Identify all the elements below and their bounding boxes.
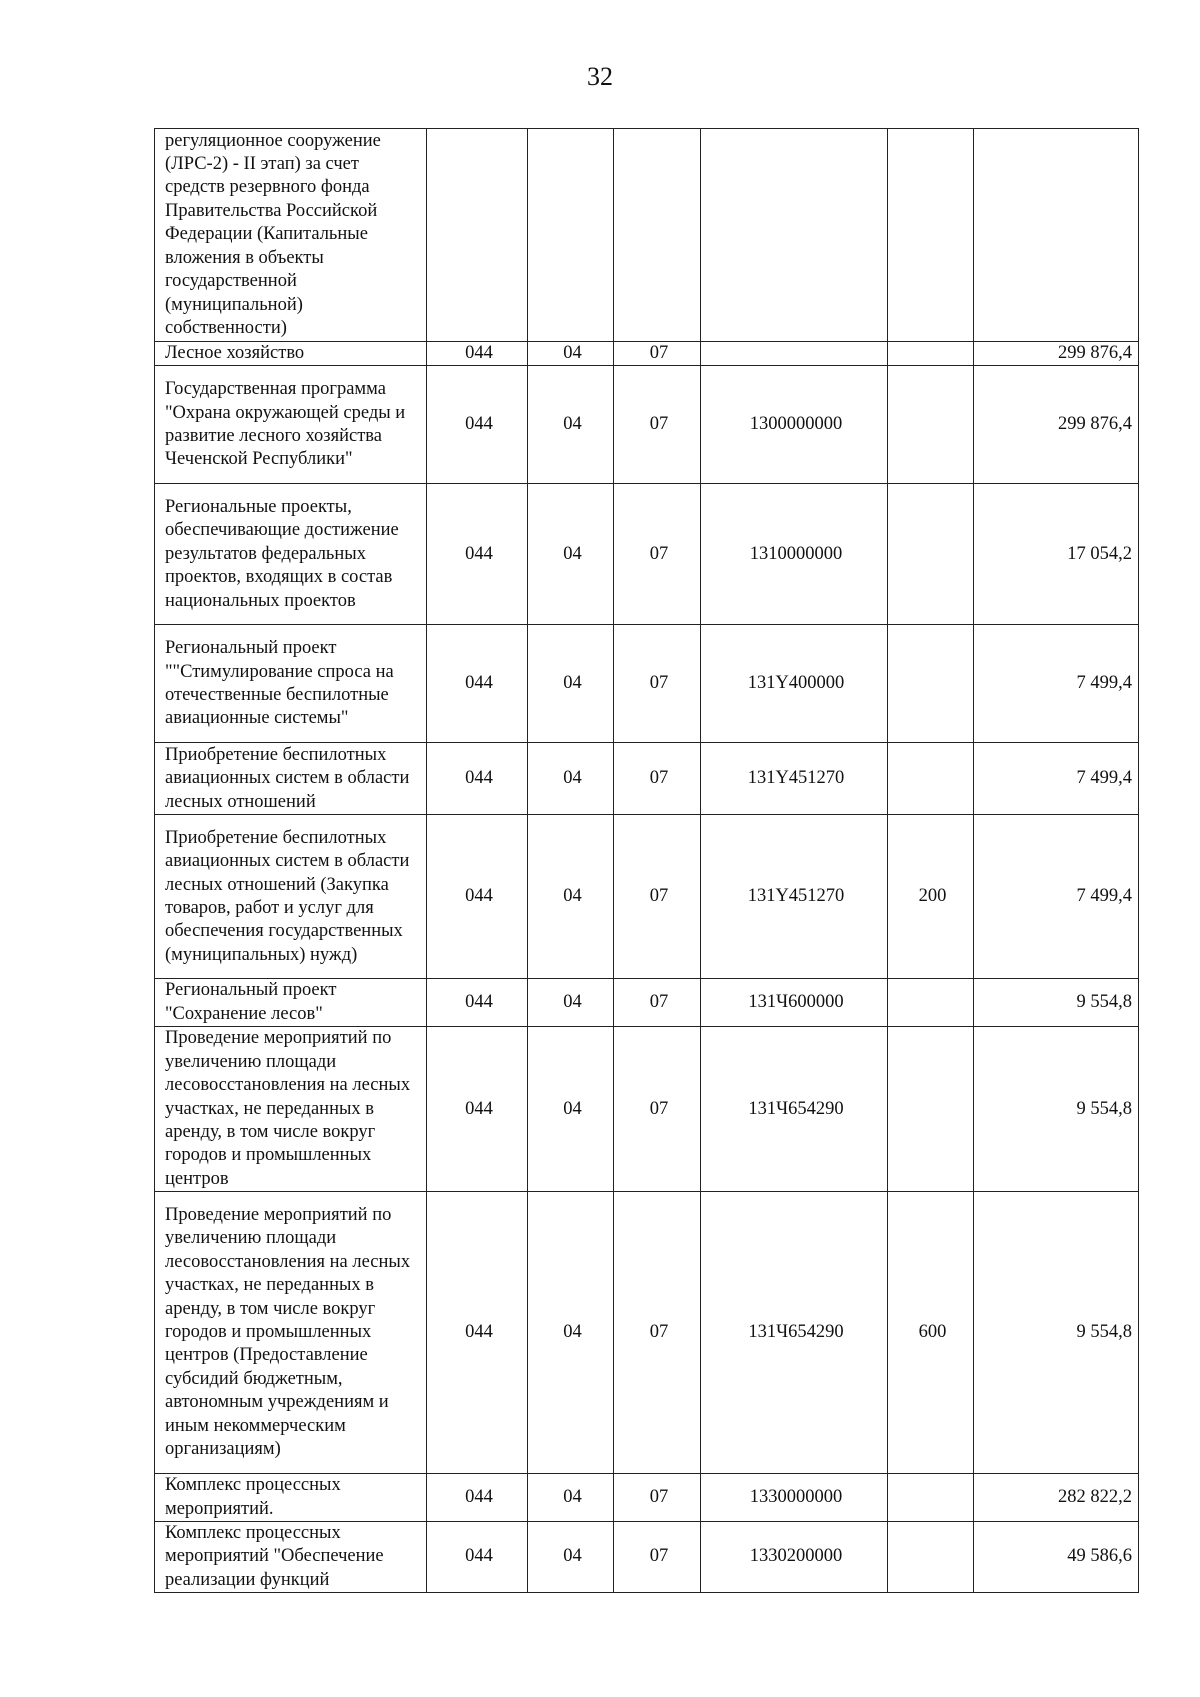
table-row bbox=[155, 815, 1139, 979]
ministry-code-cell: 044 bbox=[427, 1027, 528, 1192]
ministry-code-cell: 044 bbox=[427, 1192, 528, 1474]
table-row bbox=[155, 743, 1139, 815]
budget-table-body bbox=[155, 129, 1139, 1593]
ministry-code-cell: 044 bbox=[427, 743, 528, 815]
ministry-code-cell: 044 bbox=[427, 625, 528, 743]
table-row bbox=[155, 1474, 1139, 1522]
amount-cell: 7 499,4 bbox=[974, 625, 1139, 743]
section-code-cell: 04 bbox=[528, 1027, 614, 1192]
expense-type-cell bbox=[888, 743, 974, 815]
section-code-cell: 04 bbox=[528, 484, 614, 625]
section-code-cell: 04 bbox=[528, 625, 614, 743]
table-row bbox=[155, 366, 1139, 484]
section-code-cell: 04 bbox=[528, 1474, 614, 1522]
subsection-code-cell: 07 bbox=[614, 484, 701, 625]
amount-cell: 49 586,6 bbox=[974, 1522, 1139, 1593]
subsection-code-cell: 07 bbox=[614, 815, 701, 979]
table-row bbox=[155, 979, 1139, 1027]
row-name-cell: Государственная программа "Охрана окружающей среды и развитие лесного хозяйства Чеченской Республики" bbox=[155, 366, 427, 484]
subsection-code-cell: 07 bbox=[614, 366, 701, 484]
row-name-cell: Региональный проект "Сохранение лесов" bbox=[155, 979, 427, 1027]
subsection-code-cell: 07 bbox=[614, 625, 701, 743]
amount-cell bbox=[974, 129, 1139, 342]
target-article-cell: 131Y451270 bbox=[701, 743, 888, 815]
ministry-code-cell: 044 bbox=[427, 815, 528, 979]
row-name-cell: Региональный проект ""Стимулирование спроса на отечественные беспилотные авиационные системы" bbox=[155, 625, 427, 743]
section-code-cell: 04 bbox=[528, 743, 614, 815]
expense-type-cell bbox=[888, 625, 974, 743]
subsection-code-cell: 07 bbox=[614, 342, 701, 366]
subsection-code-cell: 07 bbox=[614, 1192, 701, 1474]
row-name-cell: регуляционное сооружение (ЛРС-2) - II этап) за счет средств резервного фонда Правительства Российской Федерации (Капитальные вложения в объекты государственной (муниципальной) собственности) bbox=[155, 129, 427, 342]
expense-type-cell bbox=[888, 1027, 974, 1192]
row-name-cell: Региональные проекты, обеспечивающие достижение результатов федеральных проектов, входящих в состав национальных проектов bbox=[155, 484, 427, 625]
section-code-cell: 04 bbox=[528, 366, 614, 484]
target-article-cell bbox=[701, 342, 888, 366]
expense-type-cell: 600 bbox=[888, 1192, 974, 1474]
target-article-cell: 131Ч654290 bbox=[701, 1192, 888, 1474]
amount-cell: 282 822,2 bbox=[974, 1474, 1139, 1522]
target-article-cell: 131Ч654290 bbox=[701, 1027, 888, 1192]
target-article-cell: 131Y451270 bbox=[701, 815, 888, 979]
table-row bbox=[155, 129, 1139, 342]
section-code-cell: 04 bbox=[528, 815, 614, 979]
table-row bbox=[155, 342, 1139, 366]
amount-cell: 299 876,4 bbox=[974, 342, 1139, 366]
subsection-code-cell: 07 bbox=[614, 1027, 701, 1192]
expense-type-cell bbox=[888, 366, 974, 484]
expense-type-cell bbox=[888, 979, 974, 1027]
section-code-cell bbox=[528, 129, 614, 342]
expense-type-cell bbox=[888, 1522, 974, 1593]
target-article-cell: 131Ч600000 bbox=[701, 979, 888, 1027]
row-name-cell: Комплекс процессных мероприятий "Обеспечение реализации функций bbox=[155, 1522, 427, 1593]
subsection-code-cell: 07 bbox=[614, 979, 701, 1027]
amount-cell: 7 499,4 bbox=[974, 743, 1139, 815]
section-code-cell: 04 bbox=[528, 342, 614, 366]
subsection-code-cell: 07 bbox=[614, 1522, 701, 1593]
subsection-code-cell: 07 bbox=[614, 743, 701, 815]
table-row bbox=[155, 625, 1139, 743]
row-name-cell: Приобретение беспилотных авиационных систем в области лесных отношений bbox=[155, 743, 427, 815]
ministry-code-cell: 044 bbox=[427, 366, 528, 484]
ministry-code-cell: 044 bbox=[427, 1522, 528, 1593]
ministry-code-cell: 044 bbox=[427, 979, 528, 1027]
section-code-cell: 04 bbox=[528, 979, 614, 1027]
subsection-code-cell bbox=[614, 129, 701, 342]
page-number: 32 bbox=[587, 62, 613, 91]
target-article-cell: 1310000000 bbox=[701, 484, 888, 625]
amount-cell: 17 054,2 bbox=[974, 484, 1139, 625]
table-row bbox=[155, 1522, 1139, 1593]
amount-cell: 7 499,4 bbox=[974, 815, 1139, 979]
row-name-cell: Комплекс процессных мероприятий. bbox=[155, 1474, 427, 1522]
budget-table bbox=[154, 128, 1139, 1593]
subsection-code-cell: 07 bbox=[614, 1474, 701, 1522]
expense-type-cell bbox=[888, 342, 974, 366]
amount-cell: 299 876,4 bbox=[974, 366, 1139, 484]
ministry-code-cell: 044 bbox=[427, 484, 528, 625]
row-name-cell: Проведение мероприятий по увеличению площади лесовосстановления на лесных участках, не переданных в аренду, в том числе вокруг городов и промышленных центров (Предоставление субсидий бюджетным, автономным учреждениям и иным некоммерческим организациям) bbox=[155, 1192, 427, 1474]
amount-cell: 9 554,8 bbox=[974, 1027, 1139, 1192]
section-code-cell: 04 bbox=[528, 1522, 614, 1593]
expense-type-cell bbox=[888, 129, 974, 342]
target-article-cell: 1300000000 bbox=[701, 366, 888, 484]
target-article-cell bbox=[701, 129, 888, 342]
ministry-code-cell bbox=[427, 129, 528, 342]
table-row bbox=[155, 484, 1139, 625]
section-code-cell: 04 bbox=[528, 1192, 614, 1474]
amount-cell: 9 554,8 bbox=[974, 1192, 1139, 1474]
row-name-cell: Приобретение беспилотных авиационных систем в области лесных отношений (Закупка товаров, работ и услуг для обеспечения государственных (муниципальных) нужд) bbox=[155, 815, 427, 979]
row-name-cell: Проведение мероприятий по увеличению площади лесовосстановления на лесных участках, не переданных в аренду, в том числе вокруг городов и промышленных центров bbox=[155, 1027, 427, 1192]
row-name-cell: Лесное хозяйство bbox=[155, 342, 427, 366]
expense-type-cell bbox=[888, 1474, 974, 1522]
ministry-code-cell: 044 bbox=[427, 342, 528, 366]
ministry-code-cell: 044 bbox=[427, 1474, 528, 1522]
target-article-cell: 1330000000 bbox=[701, 1474, 888, 1522]
target-article-cell: 131Y400000 bbox=[701, 625, 888, 743]
expense-type-cell: 200 bbox=[888, 815, 974, 979]
table-row bbox=[155, 1027, 1139, 1192]
table-row bbox=[155, 1192, 1139, 1474]
amount-cell: 9 554,8 bbox=[974, 979, 1139, 1027]
target-article-cell: 1330200000 bbox=[701, 1522, 888, 1593]
expense-type-cell bbox=[888, 484, 974, 625]
